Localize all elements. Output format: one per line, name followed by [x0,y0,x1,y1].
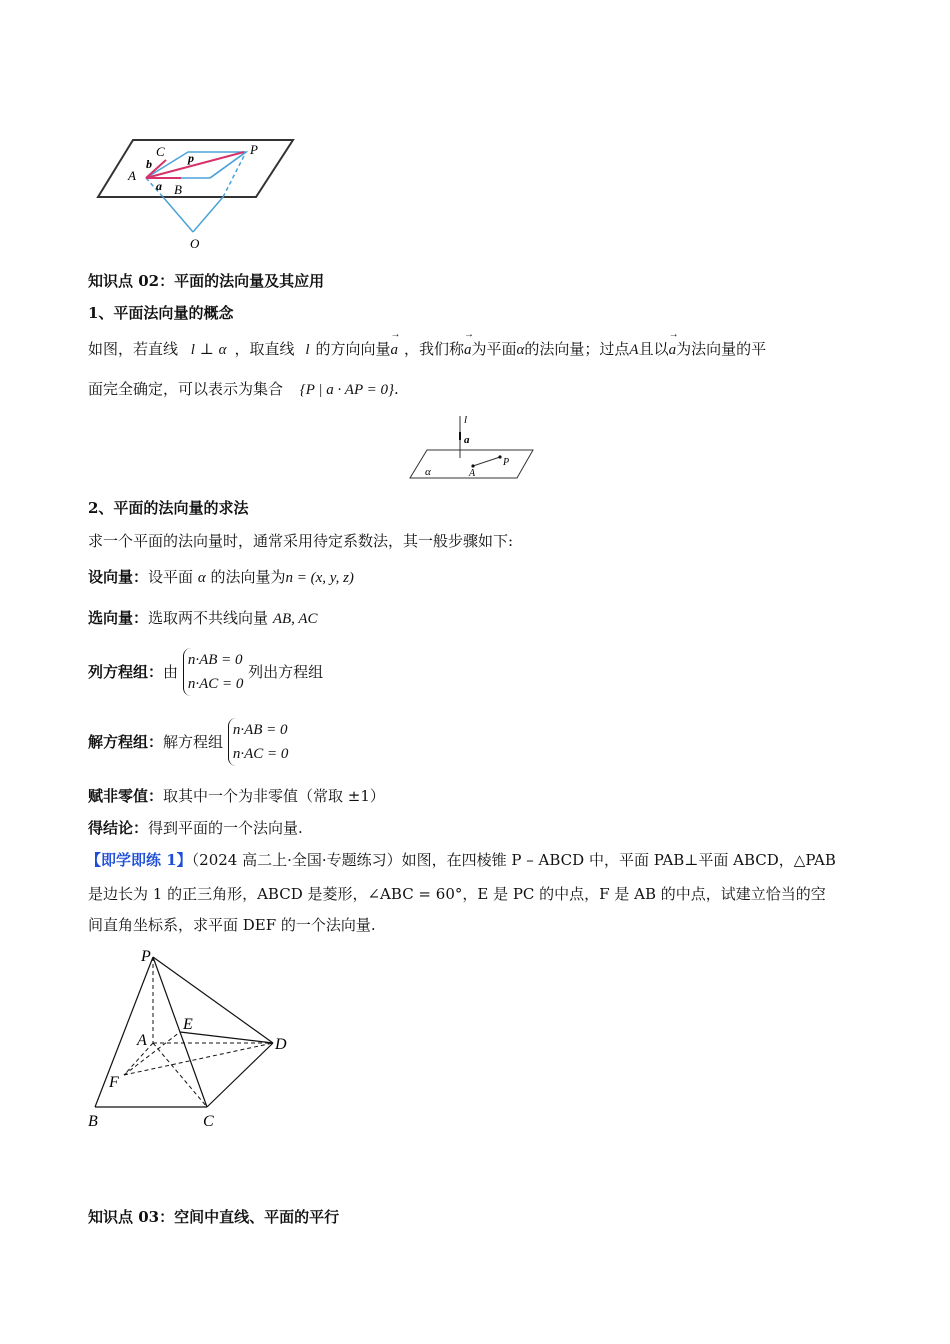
fig2-label: A [469,468,476,479]
figure-line-plane [405,410,540,482]
section-02-heading: 知识点 02：平面的法向量及其应用 [88,272,325,290]
step-5: 赋非零值：取其中一个为非零值（常取 ±1） [88,787,385,805]
paragraph-normal-vector-concept: 如图，若直线 l ⊥ α ，取直线 l 的方向向量 → a ，我们称 → a为平面α的法向量；过点A且以 → a为法向量的平 [88,329,767,358]
fig2-label: P [503,457,510,468]
fig1-label: B [174,182,182,197]
pyramid-label: E [183,1016,193,1033]
fig1-label: C [156,144,165,159]
step-1: 设向量：设平面 α 的法向量为n = (x, y, z) [88,568,354,586]
pyramid-label: C [203,1113,214,1130]
pyramid-label: P [141,948,151,965]
fig2-label: α [425,466,431,478]
step-6: 得结论：得到平面的一个法向量. [88,819,303,837]
fig1-label: a [156,179,162,193]
exercise-line-1: 【即学即练 1】（2024 高二上·全国·专题练习）如图，在四棱锥 P – ABCD 中，平面 PAB⊥平面 ABCD，△PAB [86,851,836,869]
pyramid-label: D [275,1036,287,1053]
step-2: 选向量：选取两不共线向量 AB, AC [88,609,318,627]
paragraph-set: 面完全确定，可以表示为集合 {P | a · AP = 0}. [88,380,399,398]
fig1-label: O [190,236,200,251]
exercise-line-2: 是边长为 1 的正三角形，ABCD 是菱形，∠ABC = 60°，E 是 PC 的中点，F 是 AB 的中点，试建立恰当的空 [88,885,826,903]
section-03-heading: 知识点 03：空间中直线、平面的平行 [88,1208,340,1226]
intro-text: 求一个平面的法向量时，通常采用待定系数法，其一般步骤如下: [88,532,514,550]
step-3: 列方程组：由 n·AB = 0 n·AC = 0 列出方程组 [88,648,323,696]
fig1-label: b [146,157,152,171]
subheading-1: 1、平面法向量的概念 [88,304,234,322]
subheading-2: 2、平面的法向量的求法 [88,499,249,517]
figure-pyramid [85,945,300,1130]
fig2-label: l [464,414,468,426]
pyramid-label: B [88,1113,98,1130]
exercise-line-3: 间直角坐标系，求平面 DEF 的一个法向量. [88,916,376,934]
pyramid-label: A [137,1032,147,1049]
figure-plane-vectors [88,112,298,262]
step-4: 解方程组：解方程组 n·AB = 0 n·AC = 0 [88,718,288,766]
pyramid-label: F [109,1074,119,1091]
fig1-label: P [250,142,258,157]
fig1-label: A [128,168,136,183]
fig2-label: a [464,434,470,446]
fig1-label: p [188,151,194,165]
